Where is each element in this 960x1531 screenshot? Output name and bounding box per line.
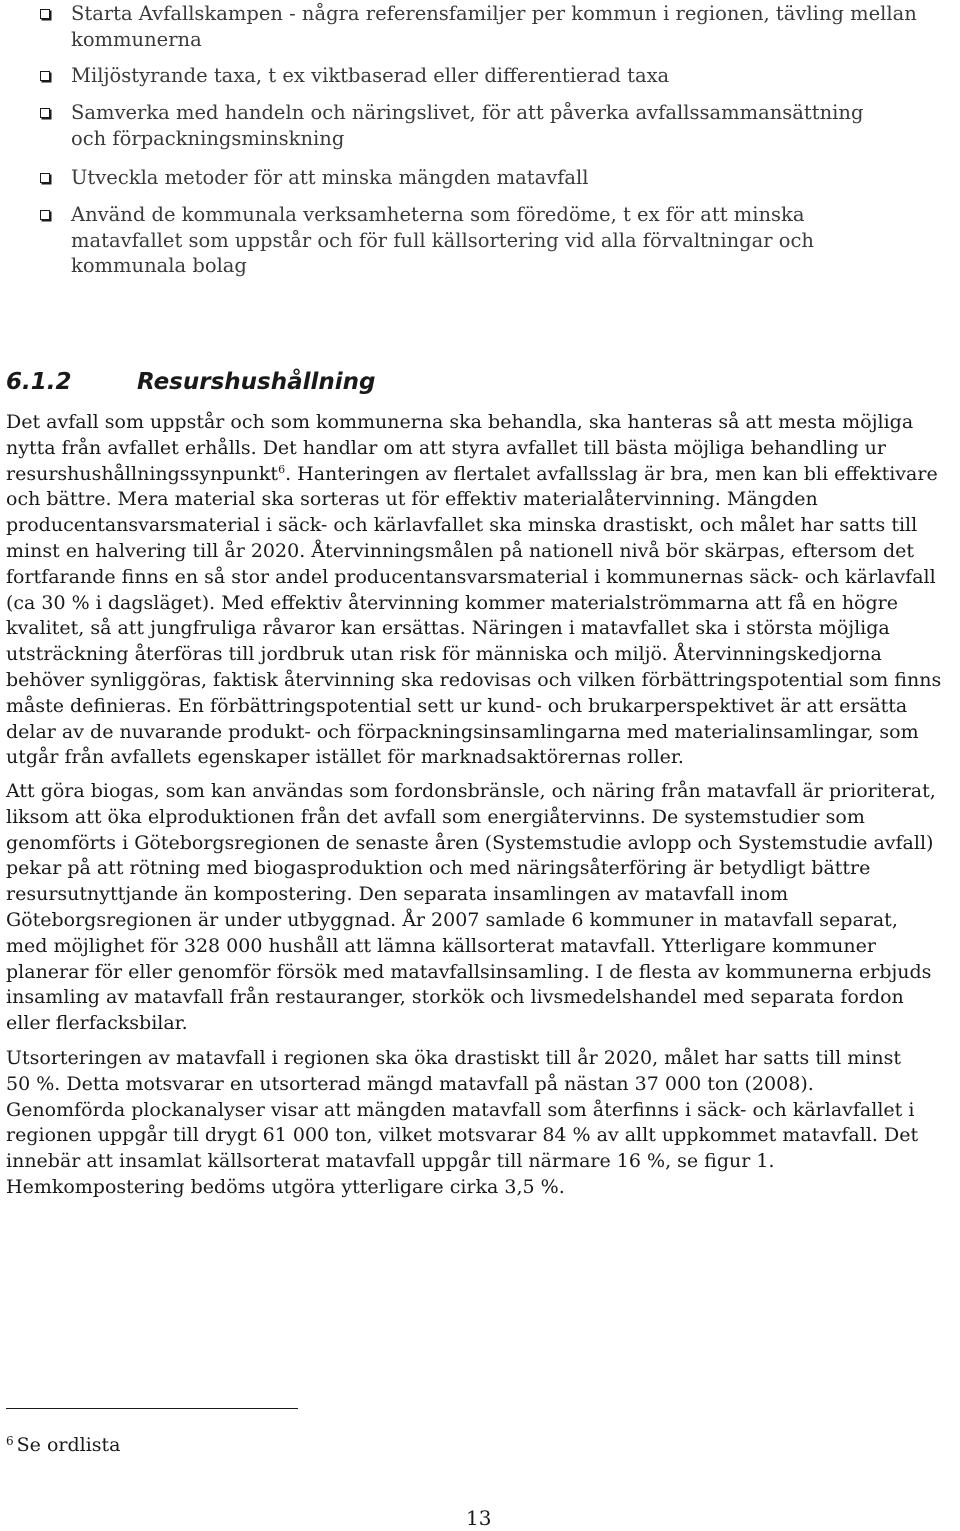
section-number: 6.1.2 xyxy=(6,369,72,395)
section-title: Resurshushållning xyxy=(137,369,376,395)
checkbox-bullet-icon xyxy=(40,71,50,81)
text-line: innebär att insamlat källsorterat matavfall uppgår till närmare 16 %, se figur 1. xyxy=(6,1150,775,1173)
text-line: kommunala bolag xyxy=(71,254,247,278)
text-line: kommunerna xyxy=(71,27,202,51)
text-line: minst en halvering till år 2020. Återvinningsmålen på nationell nivå bör skärpas, eftersom det xyxy=(6,539,914,562)
text-line: Starta Avfallskampen - några referensfamiljer per kommun i regionen, tävling mellan xyxy=(71,2,917,25)
line-tail: . Hanteringen av flertalet avfallsslag är bra, men kan bli effektivare xyxy=(285,462,938,485)
text-line: pekar på att rötning med biogasproduktion och med näringsåterföring är betydligt bättre xyxy=(6,857,871,880)
checkbox-bullet-icon xyxy=(40,9,50,19)
text-line: utgår från avfallets egenskaper istället för marknadsaktörernas roller. xyxy=(6,746,684,769)
text-line: Hemkompostering bedöms utgöra ytterligare cirka 3,5 %. xyxy=(6,1175,565,1198)
list-item-text xyxy=(71,63,921,89)
text-line: måste definieras. En förbättringspotential sett ur kund- och brukarperspektivet är att ersätta xyxy=(6,694,908,717)
text-line: resursutnyttjande än kompostering. Den separata insamlingen av matavfall inom xyxy=(6,883,789,906)
checkbox-bullet-icon xyxy=(40,108,50,118)
text-line: Utsorteringen av matavfall i regionen ska öka drastiskt till år 2020, målet har satts till minst xyxy=(6,1047,901,1069)
text-line: genomförts i Göteborgsregionen de senaste åren (Systemstudie avlopp och Systemstudie avfall) xyxy=(6,831,934,854)
text-line: liksom att öka elproduktionen från det avfall som energiåtervinns. De systemstudier som xyxy=(6,805,865,828)
text-line: och förpackningsminskning xyxy=(71,126,345,150)
text-line: matavfallet som uppstår och för full källsortering vid alla förvaltningar och xyxy=(71,228,814,252)
text-line: Det avfall som uppstår och som kommunerna ska behandla, ska hanteras så att mesta möjliga xyxy=(6,411,914,433)
footnote-text: Se ordlista xyxy=(16,1434,121,1456)
text-line: kvalitet, så att jungfruliga råvaror kan ersättas. Näringen i matavfallet ska i största möjliga xyxy=(6,617,890,640)
section-heading xyxy=(6,367,375,397)
text-line: planerar för eller genomför försök med matavfallsinsamling. I de flesta av kommunerna erbjuds xyxy=(6,960,932,983)
text-line: behöver synliggöras, faktisk återvinning ska redovisas och vilken förbättringspotential som finns xyxy=(6,668,942,691)
checkbox-bullet-icon xyxy=(40,210,50,220)
text-line: Göteborgsregionen är under utbyggnad. År 2007 samlade 6 kommuner in matavfall separat, xyxy=(6,908,898,931)
text-line xyxy=(6,462,956,488)
footnote-marker: 6 xyxy=(6,1434,14,1448)
list-item-text xyxy=(71,202,921,279)
page-number: 13 xyxy=(466,1506,492,1530)
paragraph xyxy=(6,779,956,1037)
footnote xyxy=(6,1432,121,1458)
text-line: delar av de nuvarande produkt- och förpackningsinsamlingarna med materialinsamlingar, som xyxy=(6,720,919,743)
text-line: Att göra biogas, som kan användas som fordonsbränsle, och näring från matavfall är prioriterat, xyxy=(6,780,936,802)
text-line: och bättre. Mera material ska sorteras ut för effektiv materialåtervinning. Mängden xyxy=(6,488,818,511)
list-item-text xyxy=(71,100,921,151)
text-line: med möjlighet för 328 000 hushåll att lämna källsorterat matavfall. Ytterligare kommuner xyxy=(6,934,876,957)
text-line: fortfarande finns en så stor andel producentansvarsmaterial i kommunernas säck- och kärlavfall xyxy=(6,565,936,588)
list-item-text xyxy=(71,1,921,52)
footnote-divider xyxy=(6,1408,298,1409)
text-line: regionen uppgår till drygt 61 000 ton, vilket motsvarar 84 % av allt uppkommet matavfall. Det xyxy=(6,1124,919,1147)
paragraph xyxy=(6,1046,956,1201)
footnote-term: resurshushållningssynpunkt xyxy=(6,462,279,485)
text-line: Samverka med handeln och näringslivet, för att påverka avfallssammansättning xyxy=(71,101,864,124)
text-line: Använd de kommunala verksamheterna som föredöme, t ex för att minska xyxy=(71,203,805,226)
text-line: 50 %. Detta motsvarar en utsorterad mängd matavfall på nästan 37 000 ton (2008). xyxy=(6,1072,814,1095)
text-line: utsträckning återföras till jordbruk utan risk för människa och miljö. Återvinningskedjorna xyxy=(6,643,882,666)
paragraph xyxy=(6,410,956,771)
list-item-text xyxy=(71,165,921,191)
text-line: Genomförda plockanalyser visar att mängden matavfall som återfinns i säck- och kärlavfallet i xyxy=(6,1098,915,1121)
checkbox-bullet-icon xyxy=(40,173,50,183)
text-line: insamling av matavfall från restauranger, storkök och livsmedelshandel med separata fordon xyxy=(6,986,904,1009)
text-line: nytta från avfallet erhålls. Det handlar om att styra avfallet till bästa möjliga behandling ur xyxy=(6,436,886,459)
text-line: (ca 30 % i dagsläget). Med effektiv återvinning kommer materialströmmarna att få en högre xyxy=(6,591,898,614)
text-line: Utveckla metoder för att minska mängden matavfall xyxy=(71,166,589,189)
footnote-reference[interactable]: 6 xyxy=(278,462,286,476)
text-line: eller flerfacksbilar. xyxy=(6,1012,188,1035)
text-line: Miljöstyrande taxa, t ex viktbaserad eller differentierad taxa xyxy=(71,64,670,87)
text-line: producentansvarsmaterial i säck- och kärlavfallet ska minska drastiskt, och målet har satts till xyxy=(6,514,918,537)
